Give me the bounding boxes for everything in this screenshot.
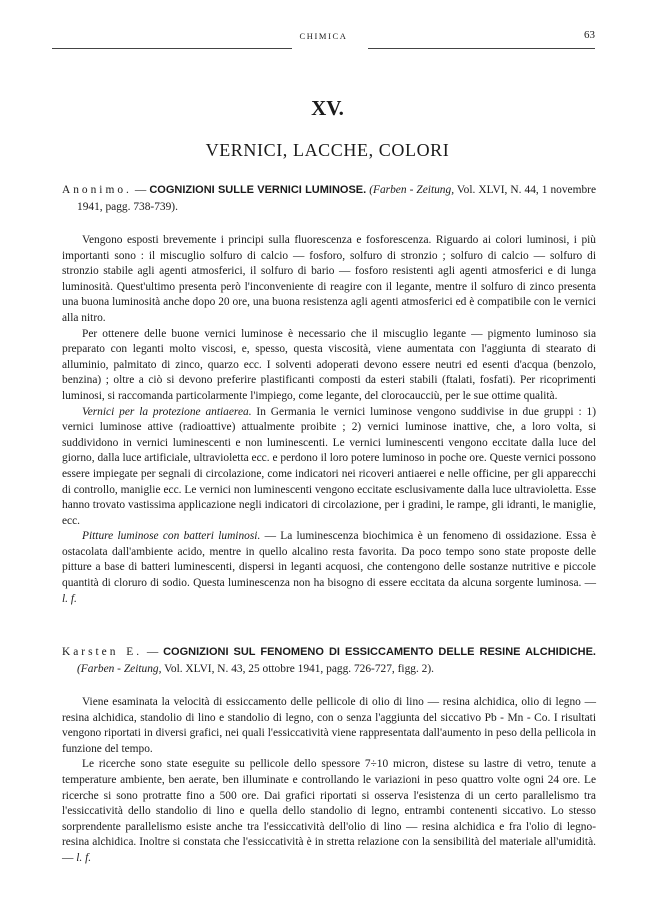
abstract-entry-1 (62, 182, 596, 607)
entry-1-paragraph-4-text: — La luminescenza biochimica è un fenomeno di ossidazione. Essa è ostacolata dall'ambiente acido, mentre in quello alcalino resta favorita. Da poco tempo sono state proposte delle pitture a base di batteri luminescenti, dispersi in leganti acquosi, che contengono delle sostanze nutritive e piccole quantità di cloruro di sodio. Questa luminescenza non ha bisogno di essere eccitata da alcuna sorgente luminosa. — (62, 530, 596, 590)
chapter-number: XV. (311, 96, 344, 120)
entry-2-author: Karsten E. (62, 646, 143, 658)
running-head-title: CHIMICA (299, 31, 348, 41)
header-rule-right (368, 48, 595, 49)
entry-2-citation: Vol. XLVI, N. 43, 25 ottobre 1941, pagg. 726-727, figg. 2). (164, 663, 434, 675)
entry-2-paragraph-2 (62, 757, 596, 866)
entry-1-paragraph-3-lead: Vernici per la protezione antiaerea. (82, 405, 252, 418)
entry-2-dash: — (142, 646, 164, 658)
entry-1-author: Anonimo. (62, 184, 132, 196)
entry-2-signature: l. f. (76, 851, 92, 864)
entry-2-journal: (Farben - Zeitung, (77, 663, 162, 675)
entry-1-journal: (Farben - Zeitung, (369, 184, 455, 196)
entry-1-paragraph-2: Per ottenere delle buone vernici luminose è necessario che il miscuglio legante — pigmento luminoso sia preparato con leganti molto viscosi, e, spesso, questa viscosità, viene aumentata con l'aggiunta di stearato di alluminio, palmitato di zinco, quarzo ecc. I solventi adoperati devono essere neutri ed esenti d'acqua (benzolo, benzina) ; oltre a ciò si devono preferire plastificanti composti da esteri stabili (ftalati, fosfati). Per ricoprimenti luminosi, si raccomanda particolarmente l'impiego, come legante, del clorocaucciù, per le sue ottime qualità. (62, 327, 596, 402)
entry-1-dash: — (131, 184, 150, 196)
entry-1-paragraph-3-text: In Germania le vernici luminose vengono suddivise in due gruppi : 1) vernici luminose attive (radioattive) attualmente proibite ; 2) vernici luminose inattive, che, a loro volta, si suddividono in vernici luminescenti e non luminescenti. Le vernici luminescenti vengono eccitate dalla luce del giorno, dalla luce artificiale, ultravioletta ecc. e perdono il loro potere luminoso in poche ore. Queste vernici possono essere impiegate per segnali di circolazione, come indicatori nei ricoveri antiaerei e nelle officine, per gli apparecchi di controllo, maniglie ecc. Le vernici non luminescenti vengono eccitate esclusivamente dalla luce ultravioletta. Esse hanno trovato vastissima applicazione negli indicatori di circolazione, per i gradini, le rampe, gli idranti, le maniglie, ecc. (62, 405, 596, 527)
entry-2-title: COGNIZIONI SUL FENOMENO DI ESSICCAMENTO DELLE RESINE ALCHIDICHE. (163, 646, 596, 658)
entry-1-signature: l. f. (62, 592, 77, 605)
header-rule-left (52, 48, 292, 49)
running-head (52, 31, 595, 47)
entry-1-paragraph-4-lead: Pitture luminose con batteri luminosi. (82, 530, 261, 543)
entry-2-paragraph-1: Viene esaminata la velocità di essiccamento delle pellicole di olio di lino — resina alchidica, olio di legno — resina alchidica, standolio di lino e standolio di legno, con o senza l'aggiunta del siccativo Pb - Mn - Co. I risultati vengono riportati in diversi grafici, nei quali l'essiccatività viene rappresentata dall'aumento in peso della pellicola in funzione del tempo. (62, 696, 596, 755)
entry-1-paragraph-4 (62, 529, 596, 607)
entry-1-paragraph-3 (62, 405, 596, 530)
entry-1-reference (62, 182, 596, 216)
entry-1-citation: Vol. XLVI, N. 44, 1 novembre 1941, pagg. 738-739). (77, 184, 597, 213)
page-number: 63 (584, 29, 595, 41)
entry-2-paragraph-2-text: Le ricerche sono state eseguite su pellicole dello spessore 7÷10 micron, distese su lastre di vetro, tenute a temperature ambiente, ben aerate, ben illuminate e controllando le variazioni in peso quattro volte ogni 24 ore. Le ricerche si sono protratte fino a 500 ore. Dai grafici riportati si osserva l'esistenza di un certo parallelismo tra l'essiccatività dello standolio di lino e quella dello standolio di legno, entrambi contenenti siccativo. Lo stesso sorprendente parallelismo esiste anche tra l'essiccatività dell'olio di lino — resina alchidica e fra l'olio di legno-resina alchidica. Inoltre si constata che l'essiccatività è in stretta relazione con la sensibilità del materiale all'umidità. — (62, 758, 596, 864)
entry-1-paragraph-1: Vengono esposti brevemente i principi sulla fluorescenza e fosforescenza. Riguardo ai colori luminosi, i più importanti sono : il miscuglio solfuro di calcio — fosforo, solfuro di stronzio ; solfuro di calcio — solfuro di stronzio stabile agli agenti atmosferici, il solfuro di bario — fosforo resistenti agli agenti atmosferici e di lunga luminosità. Quest'ultimo presenta però l'inconveniente di reagire con il legante, mentre il solfuro di zinco presenta una buona luminosità anche dopo 20 ore, una buona resistenza agli agenti atmosferici ed è compatibile con le vernici alla nitro. (62, 234, 596, 324)
chapter-title: VERNICI, LACCHE, COLORI (205, 140, 450, 160)
entry-2-reference (62, 644, 596, 678)
entry-1-title: COGNIZIONI SULLE VERNICI LUMINOSE. (149, 184, 367, 196)
abstract-entry-2 (62, 644, 596, 867)
